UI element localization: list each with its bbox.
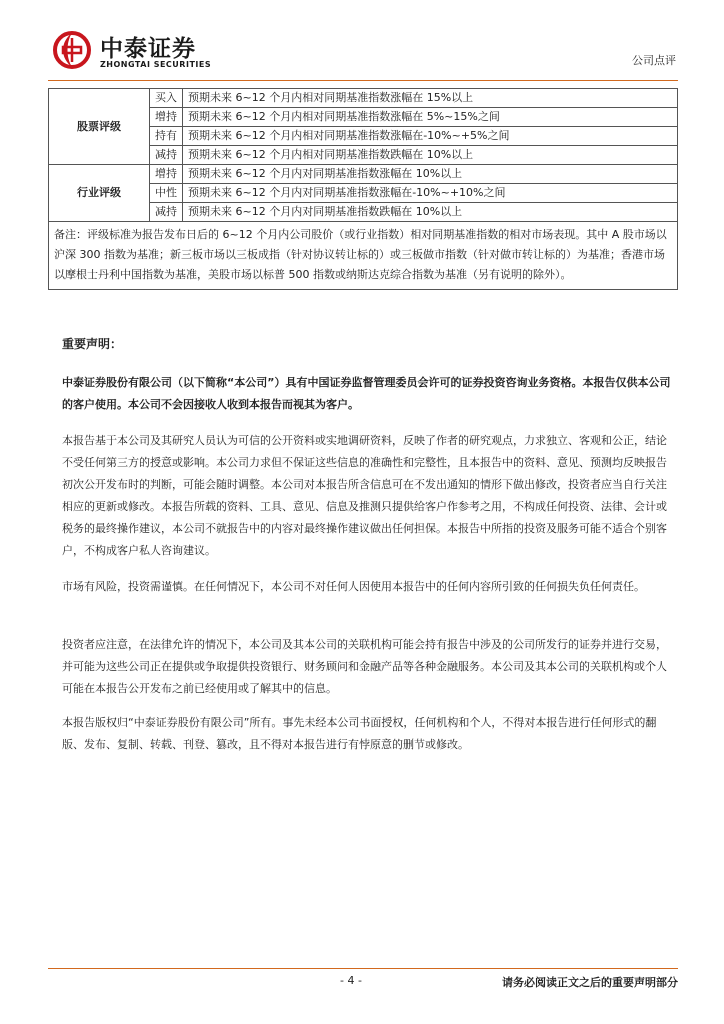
page-header [48, 20, 678, 80]
rating-level: 减持 [150, 146, 183, 165]
rating-standards-table [48, 88, 678, 290]
disclaimer-paragraph-sources: 本报告基于本公司及其研究人员认为可信的公开资料或实地调研资料，反映了作者的研究观点，力求独立、客观和公正，结论不受任何第三方的授意或影响。本公司力求但不保证这些信息的准确性和完整性，且本报告中的资料、意见、预测均反映报告初次公开发布时的判断，可能会随时调整。本公司对本报告所含信息可在不发出通知的情形下做出修改，投资者应当自行关注相应的更新或修改。本报告所载的资料、工具、意见、信息及推测只提供给客户作参考之用，不构成任何投资、法律、会计或税务的最终操作建议，本公司不就报告中的内容对最终操作建议做出任何担保。本报告中所指的投资及服务可能不适合个别客户，不构成客户私人咨询建议。 [62, 434, 667, 557]
footer-notice: 请务必阅读正文之后的重要声明部分 [502, 976, 678, 989]
rating-description: 预期未来 6~12 个月内相对同期基准指数涨幅在 5%~15%之间 [183, 108, 678, 127]
rating-level: 减持 [150, 203, 183, 222]
header-divider [48, 80, 678, 81]
rating-description: 预期未来 6~12 个月内对同期基准指数跌幅在 10%以上 [183, 203, 678, 222]
rating-description: 预期未来 6~12 个月内对同期基准指数涨幅在-10%~+10%之间 [183, 184, 678, 203]
stock-rating-label: 股票评级 [49, 89, 150, 165]
disclaimer-paragraph-risk: 市场有风险，投资需谨慎。在任何情况下，本公司不对任何人因使用本报告中的任何内容所引致的任何损失负任何责任。 [62, 580, 645, 593]
zhongtai-logo-icon [52, 30, 92, 70]
logo-name-en: ZHONGTAI SECURITIES [100, 60, 212, 69]
disclaimer-paragraph-conflicts: 投资者应注意，在法律允许的情况下，本公司及其本公司的关联机构可能会持有报告中涉及的公司所发行的证券并进行交易，并可能为这些公司正在提供或争取提供投资银行、财务顾问和金融产品等各种金融服务。本公司及其本公司的关联机构或个人可能在本报告公开发布之前已经使用或了解其中的信息。 [62, 638, 667, 695]
logo-name-cn: 中泰证券 [100, 36, 196, 62]
rating-description: 预期未来 6~12 个月内对同期基准指数涨幅在 10%以上 [183, 165, 678, 184]
table-row [49, 89, 678, 108]
rating-level: 买入 [150, 89, 183, 108]
rating-level: 中性 [150, 184, 183, 203]
rating-description: 预期未来 6~12 个月内相对同期基准指数跌幅在 10%以上 [183, 146, 678, 165]
page-number: - 4 - [340, 974, 362, 987]
rating-level: 增持 [150, 165, 183, 184]
rating-note: 备注：评级标准为报告发布日后的 6~12 个月内公司股价（或行业指数）相对同期基准指数的相对市场表现。其中 A 股市场以沪深 300 指数为基准；新三板市场以三板成指（针对协议转让标的）或三板做市指数（针对做市转让标的）为基准；香港市场以摩根士丹利中国指数为基准，美股市场以标普 500 指数或纳斯达克综合指数为基准（另有说明的除外）。 [49, 222, 678, 290]
rating-level: 持有 [150, 127, 183, 146]
table-row [49, 165, 678, 184]
rating-description: 预期未来 6~12 个月内相对同期基准指数涨幅在 15%以上 [183, 89, 678, 108]
disclaimer-title: 重要声明： [62, 337, 123, 351]
rating-description: 预期未来 6~12 个月内相对同期基准指数涨幅在-10%~+5%之间 [183, 127, 678, 146]
table-row [49, 222, 678, 290]
rating-level: 增持 [150, 108, 183, 127]
footer-divider [48, 968, 678, 969]
disclaimer-license-paragraph: 中泰证券股份有限公司（以下简称“本公司”）具有中国证券监督管理委员会许可的证券投资咨询业务资格。本报告仅供本公司的客户使用。本公司不会因接收人收到本报告而视其为客户。 [62, 376, 671, 411]
disclaimer-paragraph-copyright: 本报告版权归“中泰证券股份有限公司”所有。事先未经本公司书面授权，任何机构和个人，不得对本报告进行任何形式的翻版、发布、复制、转载、刊登、篡改，且不得对本报告进行有悖原意的删节或修改。 [62, 716, 657, 751]
document-type: 公司点评 [632, 54, 676, 67]
industry-rating-label: 行业评级 [49, 165, 150, 222]
